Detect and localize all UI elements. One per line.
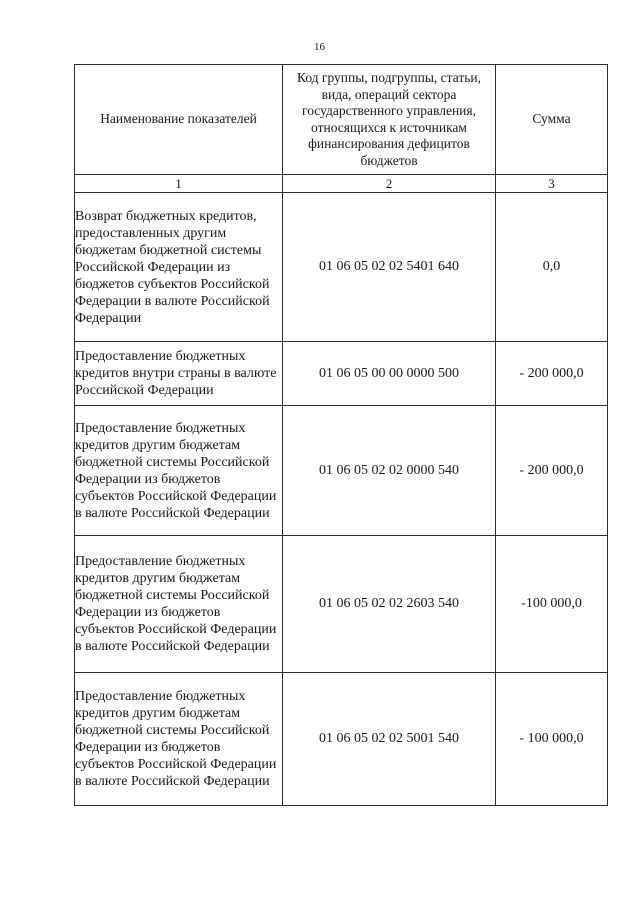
row-sum: - 200 000,0 (496, 406, 608, 536)
row-name: Предоставление бюджетных кредитов другим бюджетам бюджетной системы Российской Федерации из бюджетов субъектов Российской Федерации в валюте Российской Федерации (75, 406, 283, 536)
table-row (75, 406, 608, 536)
header-name (75, 65, 283, 175)
table-row (75, 342, 608, 406)
budget-sources-table (74, 64, 608, 806)
table-row (75, 536, 608, 673)
column-number-3: 3 (496, 175, 608, 193)
row-code: 01 06 05 02 02 5401 640 (283, 193, 496, 342)
row-name: Возврат бюджетных кредитов, предоставленных другим бюджетам бюджетной системы Российской Федерации из бюджетов субъектов Российской Федерации в валюте Российской Федерации (75, 193, 283, 342)
page-number: 16 (314, 41, 325, 53)
row-code: 01 06 05 02 02 2603 540 (283, 536, 496, 673)
table-row (75, 673, 608, 806)
header-code (283, 65, 496, 175)
row-code: 01 06 05 02 02 5001 540 (283, 673, 496, 806)
row-sum: - 200 000,0 (496, 342, 608, 406)
column-number-2: 2 (283, 175, 496, 193)
row-code: 01 06 05 00 00 0000 500 (283, 342, 496, 406)
row-sum: 0,0 (496, 193, 608, 342)
column-number-1: 1 (75, 175, 283, 193)
row-name: Предоставление бюджетных кредитов другим бюджетам бюджетной системы Российской Федерации из бюджетов субъектов Российской Федерации в валюте Российской Федерации (75, 536, 283, 673)
header-code-text: Код группы, подгруппы, статьи, вида, операций сектора государственного управления, относящихся к источникам финансирования дефицитов бюджетов (296, 70, 481, 168)
row-name: Предоставление бюджетных кредитов другим бюджетам бюджетной системы Российской Федерации из бюджетов субъектов Российской Федерации в валюте Российской Федерации (75, 673, 283, 806)
header-name-text: Наименование показателей (100, 111, 257, 127)
header-sum-text: Сумма (532, 111, 571, 127)
row-name: Предоставление бюджетных кредитов внутри страны в валюте Российской Федерации (75, 342, 283, 406)
column-number-row (75, 175, 608, 193)
row-code: 01 06 05 02 02 0000 540 (283, 406, 496, 536)
row-sum: - 100 000,0 (496, 673, 608, 806)
row-sum: -100 000,0 (496, 536, 608, 673)
header-sum (496, 65, 608, 175)
table-header-row (75, 65, 608, 175)
table-row (75, 193, 608, 342)
